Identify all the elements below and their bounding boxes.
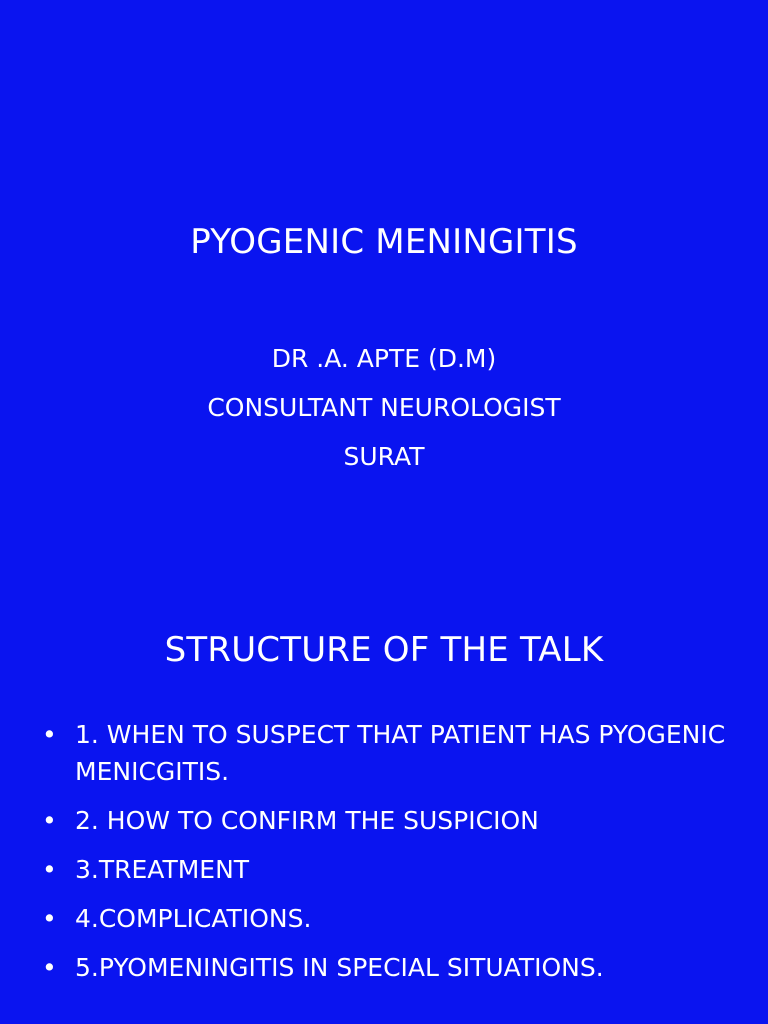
list-item-text: 4.COMPLICATIONS. [75, 904, 312, 933]
list-item-text: 2. HOW TO CONFIRM THE SUSPICION [75, 806, 539, 835]
author-name: DR .A. APTE (D.M) [271, 344, 497, 373]
bullet-icon: • [42, 953, 57, 982]
structure-slide [0, 576, 768, 1024]
list-item [42, 716, 742, 790]
list-item [42, 900, 742, 937]
bullet-icon: • [42, 720, 57, 749]
author-location: SURAT [343, 442, 425, 471]
list-item-text: 5.PYOMENINGITIS IN SPECIAL SITUATIONS. [75, 953, 604, 982]
slide-subtitle [0, 334, 768, 481]
list-item-text: 1. WHEN TO SUSPECT THAT PATIENT HAS PYOGENIC MENICGITIS. [75, 720, 726, 786]
author-role: CONSULTANT NEUROLOGIST [207, 393, 561, 422]
list-item [42, 949, 742, 986]
slide-title: STRUCTURE OF THE TALK [164, 630, 604, 670]
bullet-icon: • [42, 806, 57, 835]
list-item [42, 802, 742, 839]
list-item [42, 851, 742, 888]
bullet-icon: • [42, 855, 57, 884]
bullet-list [42, 716, 742, 998]
slide-title: PYOGENIC MENINGITIS [190, 222, 578, 262]
list-item-text: 3.TREATMENT [75, 855, 250, 884]
bullet-icon: • [42, 904, 57, 933]
